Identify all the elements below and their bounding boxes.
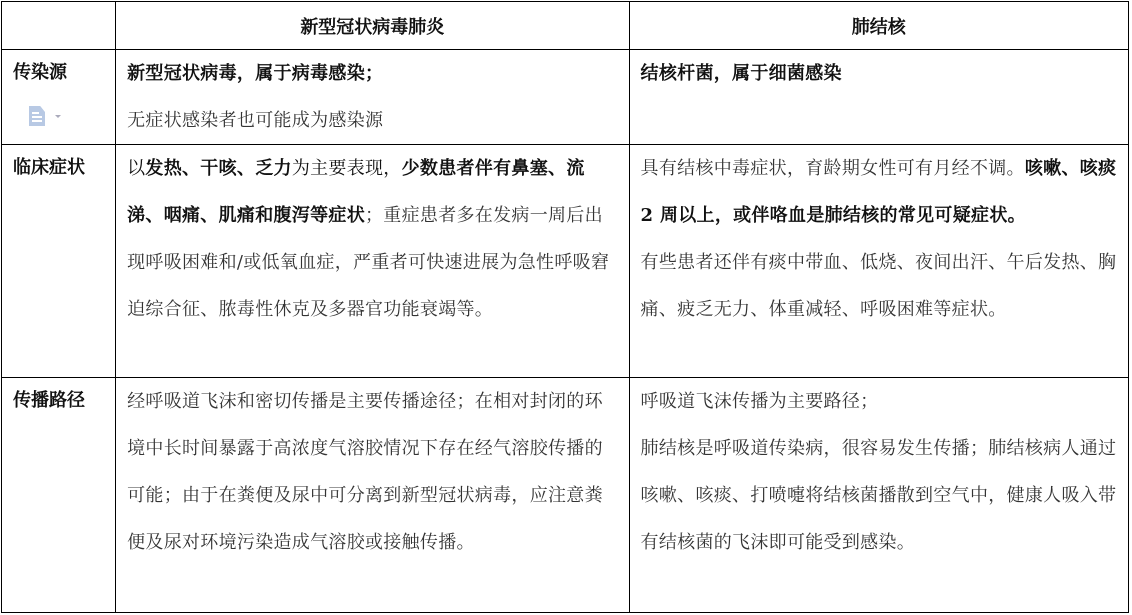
row-label-cell: [2, 378, 116, 613]
comparison-table: [1, 1, 1129, 613]
covid-symptoms-b: 发热、干咳、乏力: [145, 158, 292, 179]
row-label: 临床症状: [13, 157, 85, 178]
tb-transmission-line1: 呼吸道飞沫传播为主要路径；: [640, 391, 879, 412]
covid-source-cell: [116, 50, 629, 145]
header-covid: 新型冠状病毒肺炎: [116, 2, 629, 50]
table-row-symptoms: [2, 145, 1129, 378]
header-tb: 肺结核: [629, 2, 1128, 50]
covid-symptoms-e: ；重症患者多在发病一周后出现呼吸困难和/或低氧血症，严重者可快速进展为急性呼吸窘迫综合征、脓毒性休克及多器官功能衰竭等。: [127, 205, 610, 320]
covid-symptoms-cell: [116, 145, 629, 378]
chevron-down-icon: [55, 115, 61, 118]
covid-transmission-text: 经呼吸道飞沫和密切传播是主要传播途径；在相对封闭的环境中长时间暴露于高浓度气溶胶情况下存在经气溶胶传播的可能；由于在粪便及尿中可分离到新型冠状病毒，应注意粪便及尿对环境污染造成气溶胶或接触传播。: [127, 391, 603, 553]
table-row-transmission: [2, 378, 1129, 613]
covid-symptoms-d: 少数患者伴有鼻塞、流涕、咽痛、肌痛和腹泻等症状: [127, 158, 585, 226]
tb-transmission-line2: 肺结核是呼吸道传染病，很容易发生传播；肺结核病人通过咳嗽、咳痰、打喷嚏将结核菌播散到空气中，健康人吸入带有结核菌的飞沫即可能受到感染。: [640, 438, 1117, 553]
paste-options-button[interactable]: [29, 106, 61, 126]
row-label-cell: [2, 145, 116, 378]
covid-source-line2: 无症状感染者也可能成为感染源: [127, 110, 384, 131]
covid-symptoms-a: 以: [127, 158, 146, 179]
row-label: 传染源: [13, 62, 67, 83]
row-label: 传播路径: [13, 390, 85, 411]
header-row: [2, 2, 1129, 50]
row-label-cell: [2, 50, 116, 145]
covid-symptoms-c: 为主要表现，: [291, 158, 402, 179]
tb-symptoms-b: 咳嗽、咳痰 2 周以上，或伴咯血是肺结核的常见可疑症状。: [640, 158, 1117, 226]
tb-source-line1: 结核杆菌，属于细菌感染: [640, 63, 842, 84]
covid-transmission-cell: [116, 378, 629, 613]
tb-symptoms-p2: 有些患者还伴有痰中带血、低烧、夜间出汗、午后发热、胸痛、疲乏无力、体重减轻、呼吸困难等症状。: [640, 252, 1117, 320]
table-row-source: [2, 50, 1129, 145]
tb-symptoms-cell: [629, 145, 1128, 378]
tb-transmission-cell: [629, 378, 1128, 613]
tb-symptoms-a: 具有结核中毒症状，育龄期女性可有月经不调。: [640, 158, 1025, 179]
document-icon: [29, 106, 45, 126]
covid-source-line1: 新型冠状病毒，属于病毒感染；: [127, 63, 384, 84]
header-empty: [2, 2, 116, 50]
tb-source-cell: [629, 50, 1128, 145]
